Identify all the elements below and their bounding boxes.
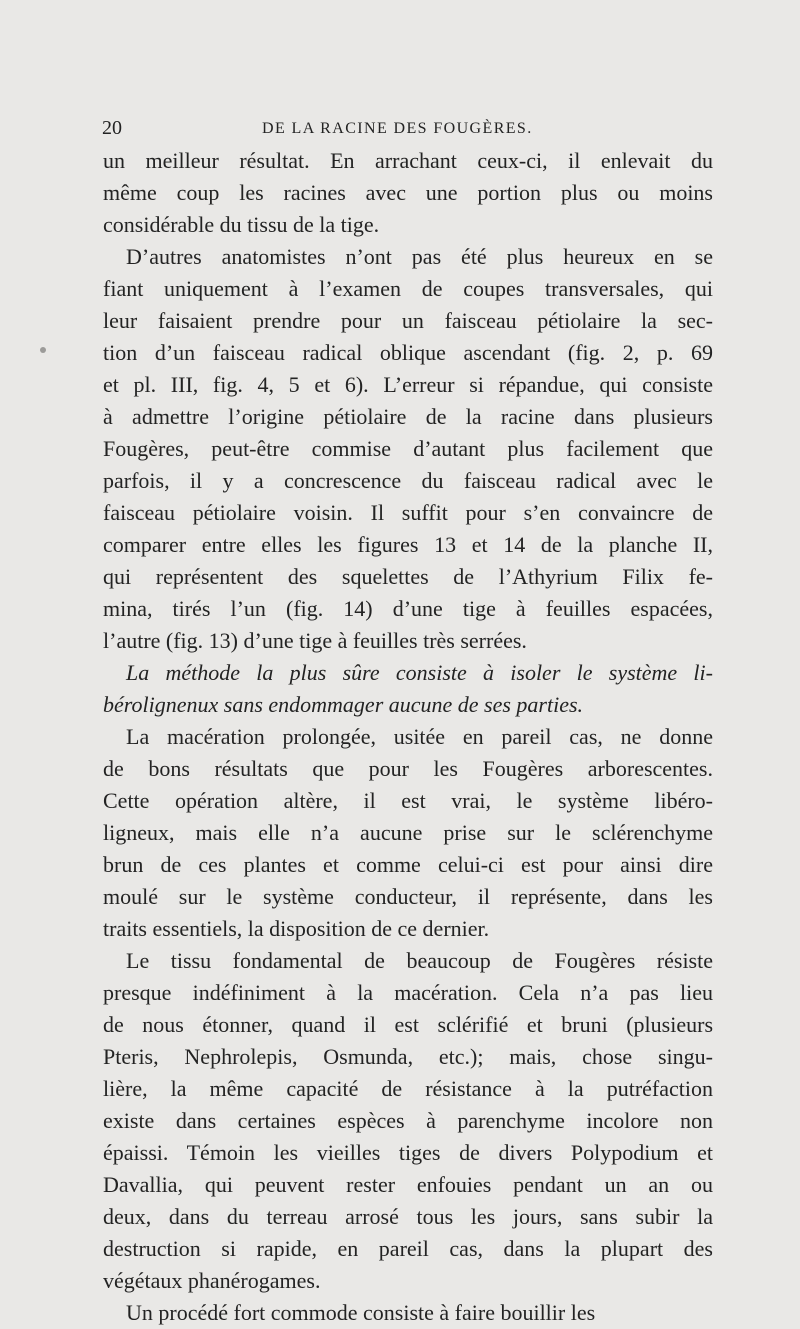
text-line: leur faisaient prendre pour un faisceau pétiolaire la sec- (103, 308, 713, 333)
text-line: bérolignenux sans endommager aucune de ses parties. (103, 692, 584, 717)
text-line: végétaux phanérogames. (103, 1268, 321, 1293)
page-header (102, 116, 712, 144)
text-line: Le tissu fondamental de beaucoup de Fougères résiste (126, 948, 713, 973)
text-line: lière, la même capacité de résistance à la putréfaction (103, 1076, 713, 1101)
text-line: Cette opération altère, il est vrai, le système libéro- (103, 788, 713, 813)
text-line: comparer entre elles les figures 13 et 14 de la planche II, (103, 532, 713, 557)
text-line: existe dans certaines espèces à parenchyme incolore non (103, 1108, 713, 1133)
text-line: Pteris, Nephrolepis, Osmunda, etc.); mais, chose singu- (103, 1044, 713, 1069)
text-line: considérable du tissu de la tige. (103, 212, 380, 237)
margin-mark (40, 347, 46, 353)
text-line: parfois, il y a concrescence du faisceau radical avec le (103, 468, 713, 493)
text-line: à admettre l’origine pétiolaire de la racine dans plusieurs (103, 404, 713, 429)
text-line: brun de ces plantes et comme celui-ci est pour ainsi dire (103, 852, 713, 877)
body-text (103, 145, 713, 1329)
text-line: moulé sur le système conducteur, il représente, dans les (103, 884, 713, 909)
text-line: épaissi. Témoin les vieilles tiges de divers Polypodium et (103, 1140, 713, 1165)
text-line: deux, dans du terreau arrosé tous les jours, sans subir la (103, 1204, 713, 1229)
text-line: D’autres anatomistes n’ont pas été plus heureux en se (126, 244, 713, 269)
text-line: Davallia, qui peuvent rester enfouies pendant un an ou (103, 1172, 713, 1197)
text-line: l’autre (fig. 13) d’une tige à feuilles très serrées. (103, 628, 527, 653)
text-line: La méthode la plus sûre consiste à isoler le système li- (126, 660, 713, 685)
text-line: de bons résultats que pour les Fougères arborescentes. (103, 756, 713, 781)
text-line: traits essentiels, la disposition de ce dernier. (103, 916, 490, 941)
text-line: qui représentent des squelettes de l’Athyrium Filix fe- (103, 564, 713, 589)
text-line: et pl. III, fig. 4, 5 et 6). L’erreur si répandue, qui consiste (103, 372, 713, 397)
page-number: 20 (102, 117, 122, 139)
text-line: tion d’un faisceau radical oblique ascendant (fig. 2, p. 69 (103, 340, 713, 365)
text-line: un meilleur résultat. En arrachant ceux-ci, il enlevait du (103, 148, 713, 173)
running-title: DE LA RACINE DES FOUGÈRES. (262, 120, 533, 137)
text-line: presque indéfiniment à la macération. Cela n’a pas lieu (103, 980, 713, 1005)
text-line: faisceau pétiolaire voisin. Il suffit pour s’en convaincre de (103, 500, 713, 525)
text-line: ligneux, mais elle n’a aucune prise sur le sclérenchyme (103, 820, 713, 845)
text-line: Un procédé fort commode consiste à faire bouillir les (126, 1300, 596, 1325)
text-line: La macération prolongée, usitée en pareil cas, ne donne (126, 724, 713, 749)
text-line: mina, tirés l’un (fig. 14) d’une tige à feuilles espacées, (103, 596, 713, 621)
text-line: Fougères, peut-être commise d’autant plus facilement que (103, 436, 713, 461)
text-line: fiant uniquement à l’examen de coupes transversales, qui (103, 276, 713, 301)
text-line: même coup les racines avec une portion plus ou moins (103, 180, 713, 205)
text-line: destruction si rapide, en pareil cas, dans la plupart des (103, 1236, 713, 1261)
text-line: de nous étonner, quand il est sclérifié et bruni (plusieurs (103, 1012, 713, 1037)
